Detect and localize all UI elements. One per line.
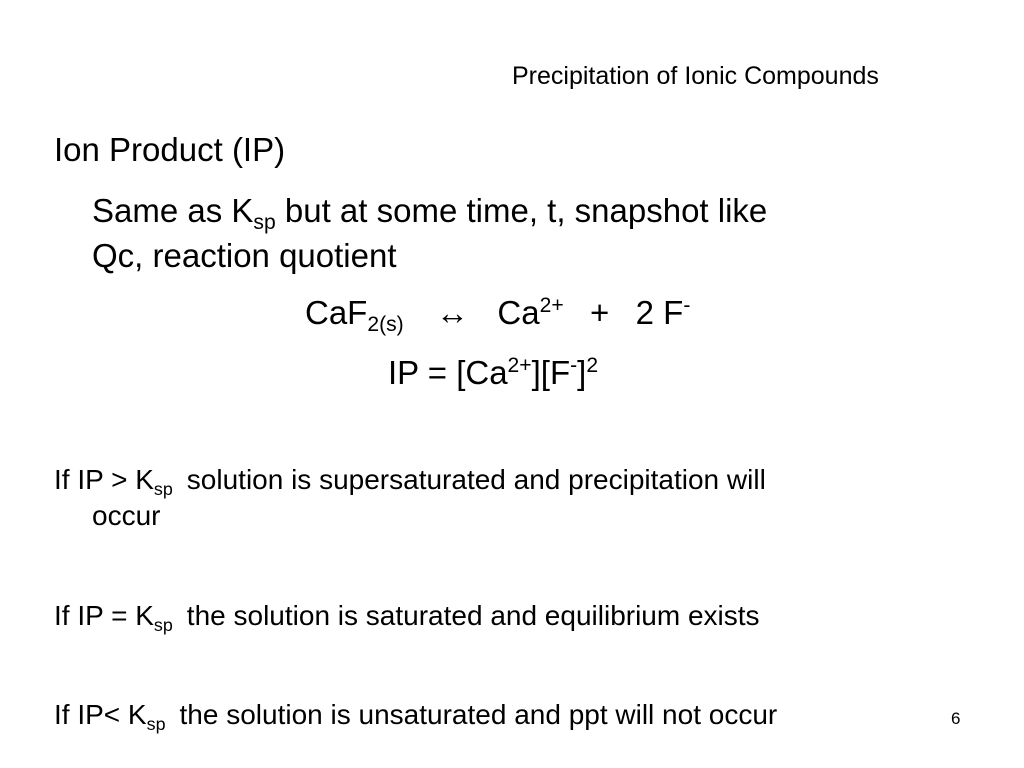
heading-ion-product: Ion Product (IP): [54, 131, 286, 168]
ip-sup-1: 2+: [507, 354, 532, 378]
slide-title: Precipitation of Ionic Compounds: [512, 62, 879, 90]
condition-1-prefix: If IP > K: [54, 464, 154, 495]
ip-part-1: IP = [Ca: [388, 354, 508, 391]
dissolution-equation: [305, 294, 691, 336]
calcium-charge: 2+: [539, 294, 564, 318]
product-fluoride: 2 F: [635, 294, 684, 331]
condition-unsaturated: [54, 699, 778, 734]
fluoride-charge: -: [683, 294, 691, 318]
condition-3-prefix: If IP< K: [54, 699, 147, 730]
page-number: 6: [951, 709, 961, 728]
plus-sign: +: [590, 294, 610, 331]
ksp-subscript: sp: [253, 210, 276, 234]
condition-supersaturated: [54, 462, 766, 534]
condition-1-line-1: [54, 462, 766, 498]
definition-line-2: Qc, reaction quotient: [92, 237, 397, 274]
condition-1-subscript: sp: [153, 478, 173, 499]
condition-1-text: solution is supersaturated and precipitation will: [186, 464, 766, 495]
product-calcium: Ca: [497, 294, 540, 331]
condition-3-subscript: sp: [146, 713, 166, 734]
definition-line-1: [92, 188, 767, 233]
condition-1-line-2: occur: [92, 500, 161, 531]
condition-2-prefix: If IP = K: [54, 600, 154, 631]
equilibrium-arrow-icon: ↔: [436, 294, 470, 331]
definition-prefix: Same as K: [92, 192, 254, 229]
reactant-subscript: 2(s): [367, 312, 404, 336]
ip-sup-3: 2: [586, 354, 599, 378]
reactant: CaF: [305, 294, 368, 331]
condition-saturated: [54, 600, 760, 635]
ip-sup-2: -: [570, 354, 578, 378]
definition-paragraph: [92, 188, 767, 278]
ip-part-3: ]: [577, 354, 587, 391]
ip-part-2: ][F: [531, 354, 571, 391]
condition-3-text: the solution is unsaturated and ppt will not occur: [179, 699, 778, 730]
ip-expression: [388, 354, 598, 392]
condition-2-text: the solution is saturated and equilibrium exists: [186, 600, 760, 631]
definition-line-1-rest: but at some time, t, snapshot like: [275, 192, 768, 229]
condition-2-subscript: sp: [153, 614, 173, 635]
